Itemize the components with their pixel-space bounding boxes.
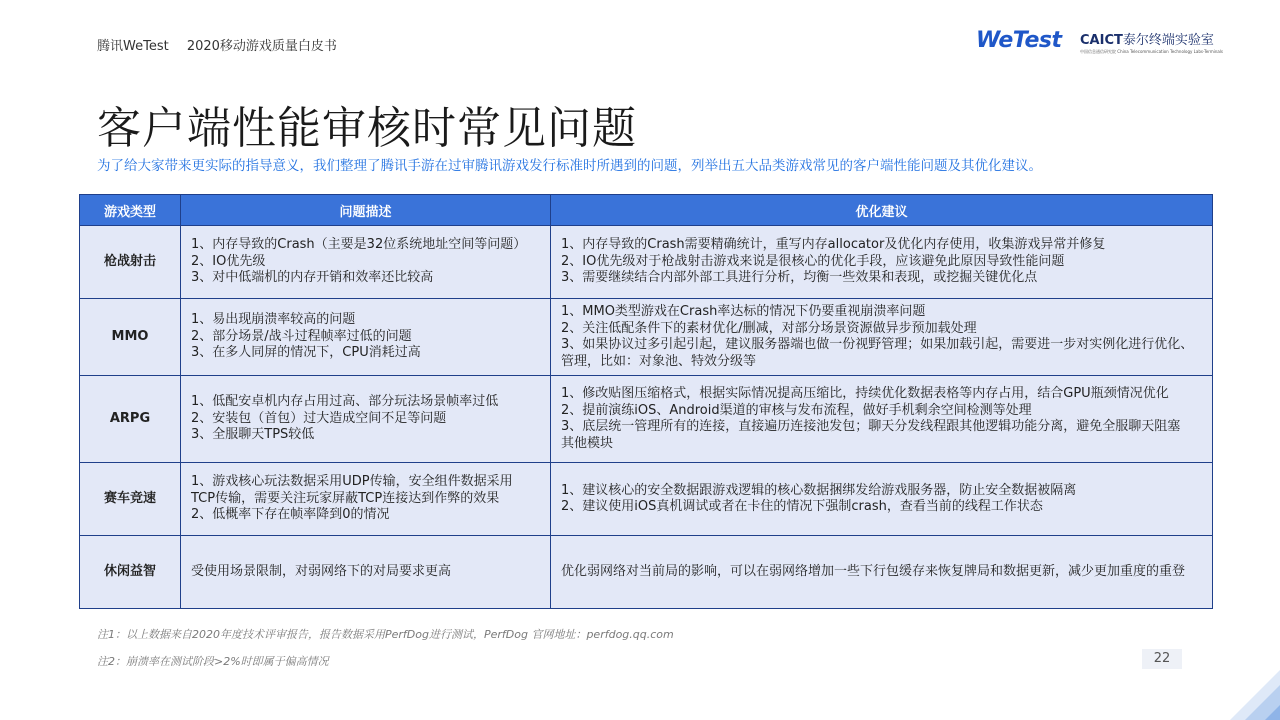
suggestion-line: 3、底层统一管理所有的连接，直接遍历连接池发包；聊天分发线程跟其他逻辑功能分离，避免全服聊天阻塞 — [561, 419, 1181, 434]
suggestion-line: 管理，比如：对象池、特效分级等 — [561, 353, 757, 369]
problem-line: 3、全服聊天TPS较低 — [191, 427, 315, 443]
problem-line: 2、低概率下存在帧率降到0的情况 — [191, 507, 390, 523]
problem-line: 1、游戏核心玩法数据采用UDP传输，安全组件数据采用 — [191, 474, 513, 490]
page-number: 22 — [1142, 649, 1182, 669]
suggestions-cell — [551, 299, 1213, 376]
table-row — [80, 299, 1213, 376]
problems-cell — [181, 463, 551, 536]
problem-line: 3、在多人同屏的情况下，CPU消耗过高 — [191, 345, 421, 361]
suggestions-cell — [551, 376, 1213, 463]
suggestion-line: 其他模块 — [561, 435, 614, 451]
table-header-row — [80, 195, 1213, 226]
suggestion-line: 2、IO优先级对于枪战射击游戏来说是很核心的优化手段，应该避免此原因导致性能问题 — [561, 253, 1065, 269]
suggestion-line: 2、建议使用iOS真机调试或者在卡住的情况下强制crash，查看当前的线程工作状态 — [561, 499, 1043, 514]
column-header-type: 游戏类型 — [80, 195, 181, 226]
game-type-cell: ARPG — [80, 376, 181, 463]
problems-cell — [181, 226, 551, 299]
problems-cell — [181, 536, 551, 609]
header-doc-title: 2020移动游戏质量白皮书 — [186, 39, 337, 54]
problem-line: 2、IO优先级 — [191, 253, 266, 269]
suggestion-line: 3、需要继续结合内部外部工具进行分析，均衡一些效果和表现，或挖掘关键优化点 — [561, 270, 1038, 286]
page-title: 客户端性能审核时常见问题 — [97, 103, 637, 154]
suggestion-line: 1、MMO类型游戏在Crash率达标的情况下仍要重视崩溃率问题 — [561, 304, 926, 319]
problem-line: 1、内存导致的Crash（主要是32位系统地址空间等问题） — [191, 237, 527, 253]
caict-logo-sub: 中国信息通信研究院 China Telecommunication Technology Labs-Terminals — [1080, 49, 1224, 54]
caict-logo — [1080, 29, 1224, 55]
problems-cell — [181, 376, 551, 463]
game-type-cell: 赛车竞速 — [80, 463, 181, 536]
footnote-2: 注2：崩溃率在测试阶段>2%时即属于偏高情况 — [97, 655, 329, 668]
issues-table — [79, 194, 1213, 609]
wetest-logo: WeTest — [976, 28, 1062, 53]
problem-line: 1、低配安卓机内存占用过高、部分玩法场景帧率过低 — [191, 394, 499, 410]
corner-decoration-icon — [1210, 630, 1280, 720]
problem-line: 3、对中低端机的内存开销和效率还比较高 — [191, 270, 434, 286]
header-doc-info — [97, 35, 351, 54]
footnote-1: 注1：以上数据来自2020年度技术评审报告，报告数据采用PerfDog进行测试，PerfDog 官网地址：perfdog.qq.com — [97, 628, 674, 641]
suggestion-line: 2、提前演练iOS、Android渠道的审核与发布流程，做好手机剩余空间检测等处理 — [561, 402, 1032, 418]
game-type-cell: 枪战射击 — [80, 226, 181, 299]
caict-logo-cn: 泰尔终端实验室 — [1122, 33, 1214, 48]
table-row — [80, 463, 1213, 536]
suggestion-line: 1、修改贴图压缩格式，根据实际情况提高压缩比，持续优化数据表格等内存占用，结合GPU瓶颈情况优化 — [561, 386, 1169, 401]
column-header-suggestions: 优化建议 — [551, 195, 1213, 226]
suggestions-cell — [551, 226, 1213, 299]
problem-line: 2、部分场景/战斗过程帧率过低的问题 — [191, 328, 412, 344]
suggestion-line: 3、如果协议过多引起引起，建议服务器端也做一份视野管理；如果加载引起，需要进一步对实例化进行优化、 — [561, 337, 1194, 352]
game-type-cell: MMO — [80, 299, 181, 376]
suggestion-line: 2、关注低配条件下的素材优化/删减，对部分场景资源做异步预加载处理 — [561, 320, 977, 336]
table-row — [80, 226, 1213, 299]
caict-logo-text: CAICT — [1080, 33, 1123, 48]
column-header-problems: 问题描述 — [181, 195, 551, 226]
suggestion-line: 优化弱网络对当前局的影响，可以在弱网络增加一些下行包缓存来恢复牌局和数据更新，减少更加重度的重登 — [561, 563, 1186, 579]
header-brand: 腾讯WeTest — [97, 39, 169, 54]
suggestion-line: 1、内存导致的Crash需要精确统计，重写内存allocator及优化内存使用，收集游戏异常并修复 — [561, 237, 1106, 253]
suggestions-cell — [551, 463, 1213, 536]
table-row — [80, 376, 1213, 463]
game-type-cell: 休闲益智 — [80, 536, 181, 609]
problems-cell — [181, 299, 551, 376]
problem-line: 1、易出现崩溃率较高的问题 — [191, 312, 356, 328]
suggestions-cell — [551, 536, 1213, 609]
problem-line: 2、安装包（首包）过大造成空间不足等问题 — [191, 410, 447, 426]
suggestion-line: 1、建议核心的安全数据跟游戏逻辑的核心数据捆绑发给游戏服务器，防止安全数据被隔离 — [561, 482, 1077, 498]
problem-line: TCP传输，需要关注玩家屏蔽TCP连接达到作弊的效果 — [191, 490, 500, 506]
page-subtitle: 为了给大家带来更实际的指导意义，我们整理了腾讯手游在过审腾讯游戏发行标准时所遇到的问题，列举出五大品类游戏常见的客户端性能问题及其优化建议。 — [97, 158, 1042, 174]
table-row — [80, 536, 1213, 609]
problem-line: 受使用场景限制，对弱网络下的对局要求更高 — [191, 563, 452, 579]
